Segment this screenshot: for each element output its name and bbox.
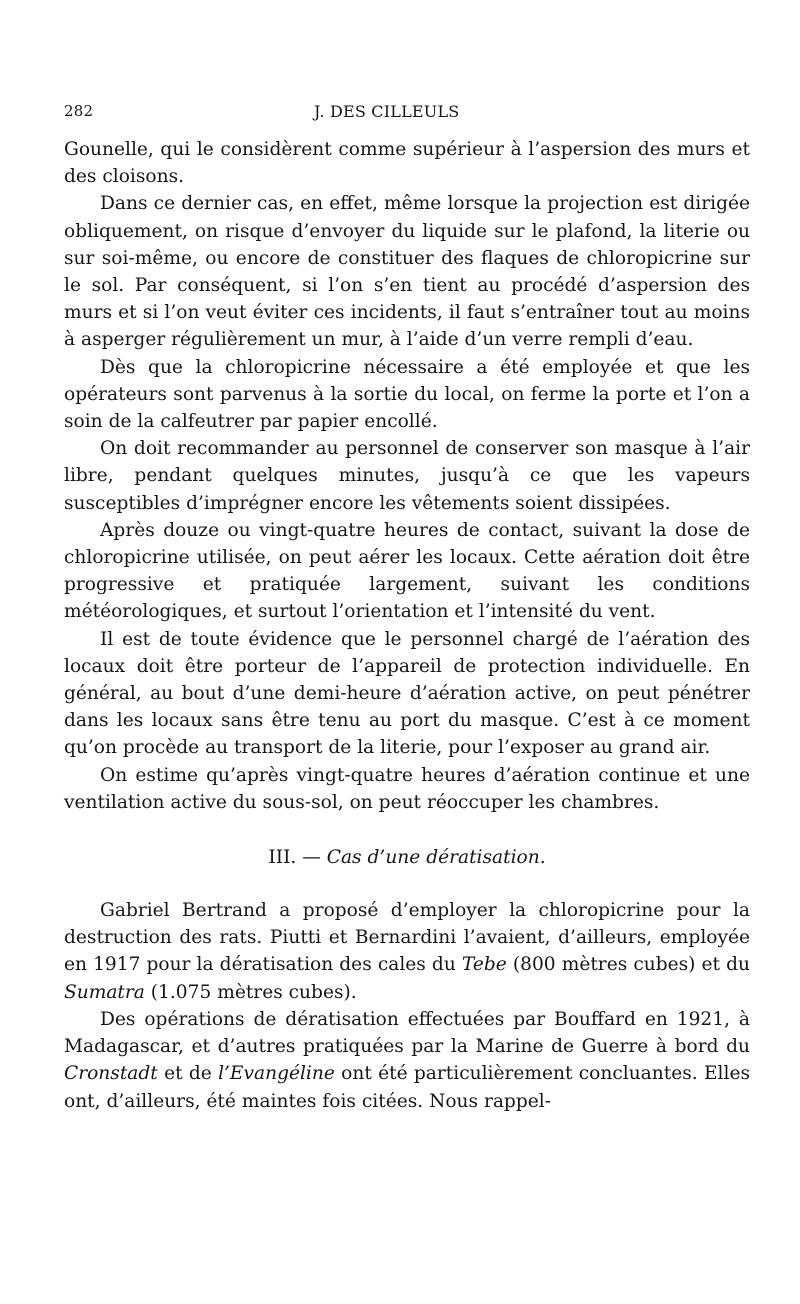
paragraph-7: On estime qu’après vingt-quatre heures d’aération continue et une ventilation active du sous-sol, on peut réoccuper les chambres. <box>64 764 750 813</box>
running-head <box>64 96 750 136</box>
paragraph-8-part-a: Gabriel Bertrand a proposé d’employer la chloropicrine pour la destruction des rats. Piutti et Bernardini l’avaient, d’ailleurs, employée en 1917 pour la dératisation des cales du <box>64 900 750 976</box>
running-head-title: J. DES CILLEULS <box>314 102 460 121</box>
paragraph-8-part-b: (800 mètres cubes) et du <box>506 954 750 976</box>
paragraph-8-part-c: (1.075 mètres cubes). <box>144 981 357 1003</box>
paragraph-8 <box>64 897 750 1006</box>
ship-name-sumatra: Sumatra <box>64 981 145 1003</box>
section-title: Cas d’une dératisation. <box>326 847 546 869</box>
paragraph-2: Dans ce dernier cas, en effet, même lorsque la projection est dirigée obliquement, on risque d’envoyer du liquide sur le plafond, la literie ou sur soi-même, ou encore de constituer des flaques de chloropicrine sur le sol. Par conséquent, si l’on s’en tient au procédé d’aspersion des murs et si l’on veut éviter ces incidents, il faut s’entraîner tout au moins à asperger régulièrement un mur, à l’aide d’un verre rempli d’eau. <box>64 193 750 351</box>
paragraph-9 <box>64 1006 750 1115</box>
section-number: III. — <box>268 847 321 869</box>
paragraph-1: Gounelle, qui le considèrent comme supérieur à l’aspersion des murs et des cloisons. <box>64 139 750 188</box>
body-text <box>64 136 750 1115</box>
section-text <box>64 897 750 1115</box>
section-heading <box>64 844 750 871</box>
paragraph-9-part-a: Des opérations de dératisation effectuées par Bouffard en 1921, à Madagascar, et d’autres pratiquées par la Marine de Guerre à bord du <box>64 1008 750 1058</box>
page-number: 282 <box>64 102 94 120</box>
book-page <box>64 96 750 1115</box>
ship-name-cronstadt: Cronstadt <box>64 1063 158 1085</box>
paragraph-9-part-b: et de <box>157 1063 219 1085</box>
paragraph-3: Dès que la chloropicrine nécessaire a été employée et que les opérateurs sont parvenus à la sortie du local, on ferme la porte et l’on a soin de la calfeutrer par papier encollé. <box>64 356 750 433</box>
paragraph-6: Il est de toute évidence que le personnel chargé de l’aération des locaux doit être porteur de l’appareil de protection individuelle. En général, au bout d’une demi-heure d’aération active, on peut pénétrer dans les locaux sans être tenu au port du masque. C’est à ce moment qu’on procède au transport de la literie, pour l’exposer au grand air. <box>64 628 750 759</box>
ship-name-evangeline: l’Evangéline <box>218 1063 335 1085</box>
paragraph-5: Après douze ou vingt-quatre heures de contact, suivant la dose de chloropicrine utilisée, on peut aérer les locaux. Cette aération doit être progressive et pratiquée largement, suivant les conditions météorologiques, et surtout l’orientation et l’intensité du vent. <box>64 519 750 623</box>
ship-name-tebe: Tebe <box>461 954 507 976</box>
paragraph-9-part-c: ont été particulièrement concluantes. Elles ont, d’ailleurs, été maintes fois citées. Nous rappel- <box>64 1063 750 1112</box>
paragraph-4: On doit recommander au personnel de conserver son masque à l’air libre, pendant quelques minutes, jusqu’à ce que les vapeurs susceptibles d’imprégner encore les vêtements soient dissipées. <box>64 438 750 514</box>
